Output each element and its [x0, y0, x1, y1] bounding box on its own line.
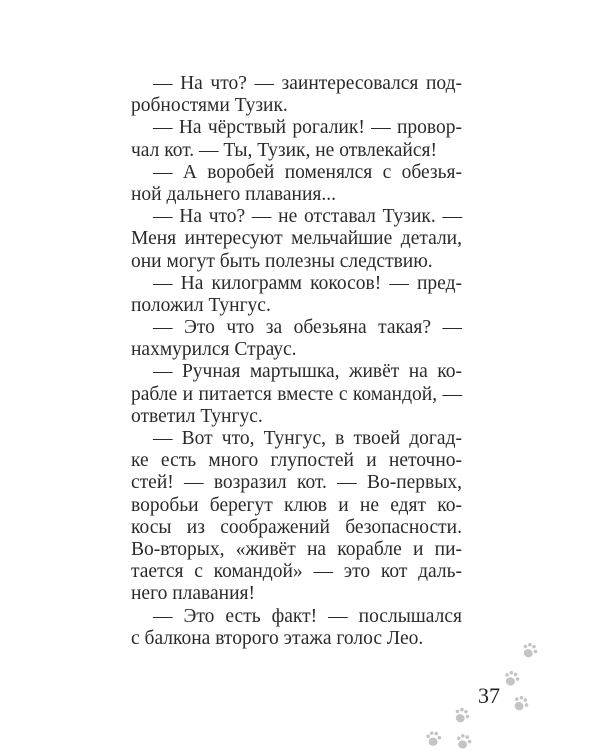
text-line: чал кот. — Ты, Тузик, не отвлекайся! — [131, 139, 437, 161]
paw-print-icon — [501, 668, 523, 690]
paw-print-icon — [518, 639, 541, 662]
paw-print-icon — [454, 732, 475, 752]
text-line: него плавания! — [131, 583, 255, 605]
text-line: ответил Тунгус. — [131, 405, 263, 427]
text-line: с балкона второго этажа голос Лео. — [131, 627, 424, 649]
text-line: воробьи берегут клюв и не едят ко- — [131, 494, 462, 516]
text-line: нахмурился Страус. — [131, 339, 297, 361]
text-line: — Это что за обезьяна такая? — — [153, 317, 462, 339]
text-line: Меня интересуют мельчайшие детали, — [131, 228, 462, 250]
text-line: — На килограмм кокосов! — пред- — [153, 272, 462, 294]
text-line: робностями Тузик. — [131, 95, 288, 117]
text-line: стей! — возразил кот. — Во-первых, — [131, 472, 462, 494]
text-line: косы из соображений безопасности. — [131, 516, 462, 538]
body-text — [131, 73, 462, 650]
text-line: — На чёрствый рогалик! — провор- — [153, 117, 462, 139]
text-line: тается с командой» — это кот даль- — [131, 561, 462, 583]
text-line: — На что? — не отставал Тузик. — — [153, 206, 462, 228]
text-line: положил Тунгус. — [131, 294, 271, 316]
text-line: ке есть много глупостей и неточно- — [131, 450, 462, 472]
text-line: — Это есть факт! — послышался — [153, 605, 462, 627]
text-line: — А воробей поменялся с обезья- — [153, 161, 462, 183]
text-line: — Ручная мартышка, живёт на ко- — [153, 361, 462, 383]
text-line: — Вот что, Тунгус, в твоей догад- — [153, 428, 462, 449]
paw-print-icon — [450, 704, 473, 727]
paw-print-icon — [425, 730, 443, 748]
text-line: они могут быть полезны следствию. — [131, 250, 433, 272]
paw-print-icon — [509, 692, 533, 716]
text-line: Во-вторых, «живёт на корабле и пи- — [131, 538, 462, 560]
text-line: рабле и питается вместе с командой, — — [131, 383, 462, 405]
text-line: ной дальнего плавания... — [131, 183, 336, 205]
page-number: 37 — [478, 683, 500, 708]
text-line: — На что? — заинтересовался под- — [153, 73, 462, 94]
